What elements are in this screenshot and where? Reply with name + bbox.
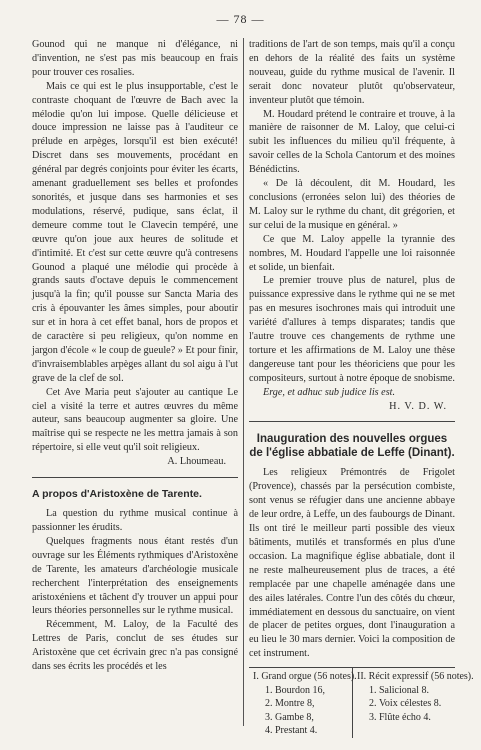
page-number: — 78 — bbox=[216, 12, 265, 26]
section-divider bbox=[249, 421, 455, 422]
paragraph: Ce que M. Laloy appelle la tyrannie des nombres, M. Houdard l'appelle une loi raisonnée et solide, un bienfait. bbox=[249, 233, 455, 273]
grand-orgue-heading: I. Grand orgue (56 notes). bbox=[253, 671, 357, 683]
list-item: 2. Montre 8, bbox=[275, 697, 352, 711]
paragraph: Quelques fragments nous étant restés d'un ouvrage sur les Éléments rythmiques d'Aristoxène de Tarente, les amateurs d'archéologie musicale recherchent l'interprétation des enseignements aristoxéniens et tâchent d'y trouver un appui pour leurs théories personnelles sur le rythme musical. bbox=[32, 535, 238, 617]
list-item: 3. Gambe 8, bbox=[275, 711, 352, 725]
paragraph: Récemment, M. Laloy, de la Faculté des Lettres de Paris, conclut de ses études sur Aristoxène que cet écrivain grec n'a pas consigné dans ses écrits les procédés et les bbox=[32, 619, 238, 673]
quote: Erge, et adhuc sub judice lis est. bbox=[263, 386, 396, 398]
paragraph: Gounod qui ne manque ni d'élégance, ni d'invention, ne s'est pas mis beaucoup en frais pour trouver ces rosalies. bbox=[32, 39, 238, 78]
paragraph: Cet Ave Maria peut s'ajouter au cantique Le ciel a visité la terre et autres œuvres du même auteur, sans beaucoup augmenter sa gloire. Une maîtrise qui se respecte ne les mettra jamais à son répertoire, si elle veut qu'il soit religieux. bbox=[32, 386, 238, 454]
paragraph: « De là découlent, dit M. Houdard, les conclusions (erronées selon lui) des théories de M. Laloy sur le rythme du chant, dit grégorien, et sur celui de la musique en général. » bbox=[249, 178, 455, 231]
list-item: 2. Voix célestes 8. bbox=[379, 697, 456, 711]
list-item: 3. Flûte écho 4. bbox=[379, 711, 456, 725]
grand-orgue-list bbox=[249, 684, 352, 738]
paragraph: traditions de l'art de son temps, mais qu'il a conçu en dehors de la réalité des faits un système nouveau, guide du rythme musical de l'avenir. Il serait donc novateur plutôt qu'observateur, inventeur plutôt que témoin. bbox=[249, 39, 455, 106]
paragraph: M. Houdard prétend le contraire et trouve, à la manière de raisonner de M. Laloy, que celui-ci subit les influences du milieu qu'il fréquente, à savoir celles de la Schola Cantorum et des moines Bénédictins. bbox=[249, 108, 455, 176]
recit-expressif-heading: II. Récit expressif (56 notes). bbox=[357, 671, 474, 683]
section-divider bbox=[32, 477, 238, 478]
column-divider bbox=[243, 38, 244, 726]
recit-expressif-column bbox=[353, 668, 474, 738]
signature: A. Lhoumeau. bbox=[167, 456, 226, 468]
paragraph: Le premier trouve plus de naturel, plus de puissance expressive dans le rythme qui ne se met pas en mesures isochrones mais qui introduit une variété d'allures à temps disparates; tandis que l'autre trouve ces changements de rythme une torture et les affirmations de M. Laloy une thèse dangereuse tant pour les théoriciens que pour les compositeurs, surtout à notre époque de snobisme. bbox=[249, 275, 455, 384]
paragraph: Les religieux Prémontrés de Frigolet (Provence), chassés par la persécution combiste, sont venus se réfugier dans une ancienne abbaye de leur ordre, à Leffe, un des faubourgs de Dinant. Ils ont tiré le meilleur parti possible des vieux bâtiments, mutilés et transformés en plus d'une occasion. La magnifique église abbatiale, dont il ne reste malheureusement plus de traces, a été remplacée par une chapelle aménagée dans une des ailes latérales. Contre l'un des côtés du chœur, immédiatement en dessous du sanctuaire, on vient de placer de petites orgues, dont l'inauguration a eu lieu le 30 mars dernier. Voici la composition de cet instrument. bbox=[249, 467, 455, 660]
paragraph: La question du rythme musical continue à passionner les érudits. bbox=[32, 508, 238, 533]
section-title: A propos d'Aristoxène de Tarente. bbox=[32, 488, 202, 501]
signature: H. V. D. W. bbox=[389, 400, 447, 412]
section-title: Inauguration des nouvelles orgues de l'église abbatiale de Leffe (Dinant). bbox=[249, 433, 455, 460]
list-item: 4. Prestant 4. bbox=[275, 724, 352, 738]
left-column bbox=[32, 38, 238, 674]
organ-specification bbox=[249, 667, 474, 738]
list-item: 1. Salicional 8. bbox=[379, 684, 456, 698]
paragraph: Mais ce qui est le plus insupportable, c'est le contraste choquant de l'œuvre de Bach avec la mélodie qu'on lui impose. Quelle délicieuse et douce impression ne laisse pas à l'auditeur ce prélude en arpèges, lorsqu'il est bien exécuté! Discret dans ses mouvements, procédant en général par degrés conjoints pour éviter les écarts, amenant graduellement ses belles et profondes sonorités, et jusque dans ses harmonies et ses modulations, réservé, pudique, sans éclat, il demeure comme tout le Clavecin tempéré, une œuvre qu'on joue aux heures de solitude et d'intimité. Et c'est sur cette œuvre qu'à contresens Gounod a plaqué une mélodie qui procède à grands sauts d'octave depuis le commencement jusqu'à la fin; qu'il pousse sur Sancta Maria des cris à épouvanter les âmes simples, pour aboutir sur et in hora à cet effet banal, hors de propos et de caractère si peu religieux, qu'on nomme en jargon d'école « le coup de gueule? » Et pour finir, d'invraisemblables arpèges allant du sol aigu à l'ut grave de la clef de sol. bbox=[32, 80, 238, 384]
right-column bbox=[249, 38, 474, 738]
list-item: 1. Bourdon 16, bbox=[275, 684, 352, 698]
grand-orgue-column bbox=[249, 668, 357, 738]
recit-expressif-list bbox=[353, 684, 456, 725]
